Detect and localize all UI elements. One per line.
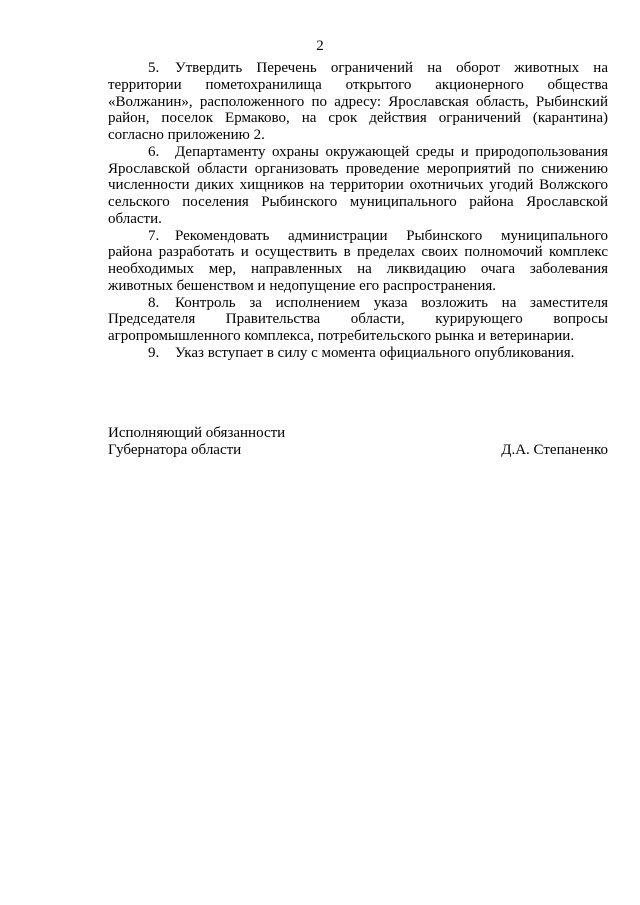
signature-line [108,442,608,459]
document-body [108,60,608,362]
signature-block [108,425,608,459]
paragraph-text: Утвердить Перечень ограничений на оборот животных на территории пометохранилища открытого акционерного общества «Волжанин», расположенного по адресу: Ярославская область, Рыбинский район, поселок Ермаково, на срок действия ограничений (карантина) согласно приложению 2. [108,60,608,143]
paragraph-text: Рекомендовать администрации Рыбинского муниципального района разработать и осуществить в пределах своих полномочий комплекс необходимых мер, направленных на ликвидацию очага заболевания животных бешенством и недопущение его распространения. [108,227,608,294]
page-number: 2 [316,38,324,54]
paragraph-9 [108,345,608,362]
paragraph-6 [108,144,608,228]
paragraph-number: 9. [148,344,160,361]
paragraph-number: 5. [148,60,160,76]
signatory-name: Д.А. Степаненко [501,441,608,458]
paragraph-number: 8. [148,294,160,311]
paragraph-number: 6. [148,143,160,160]
signatory-position-line1: Исполняющий обязанности [108,425,286,441]
paragraph-text: Указ вступает в силу с момента официального опубликования. [175,344,575,361]
paragraph-text: Контроль за исполнением указа возложить на заместителя Председателя Правительства области, курирующего вопросы агропромышленного комплекса, потребительского рынка и ветеринарии. [108,294,608,344]
paragraph-text: Департаменту охраны окружающей среды и природопользования Ярославской области организовать проведение мероприятий по снижению численности диких хищников на территории охотничьих угодий Волжского сельского поселения Рыбинского муниципального района Ярославской области. [108,143,608,227]
paragraph-8 [108,295,608,345]
paragraph-number: 7. [148,227,160,244]
signatory-position-line2: Губернатора области [108,441,242,458]
paragraph-5 [108,60,608,144]
paragraph-7 [108,228,608,295]
